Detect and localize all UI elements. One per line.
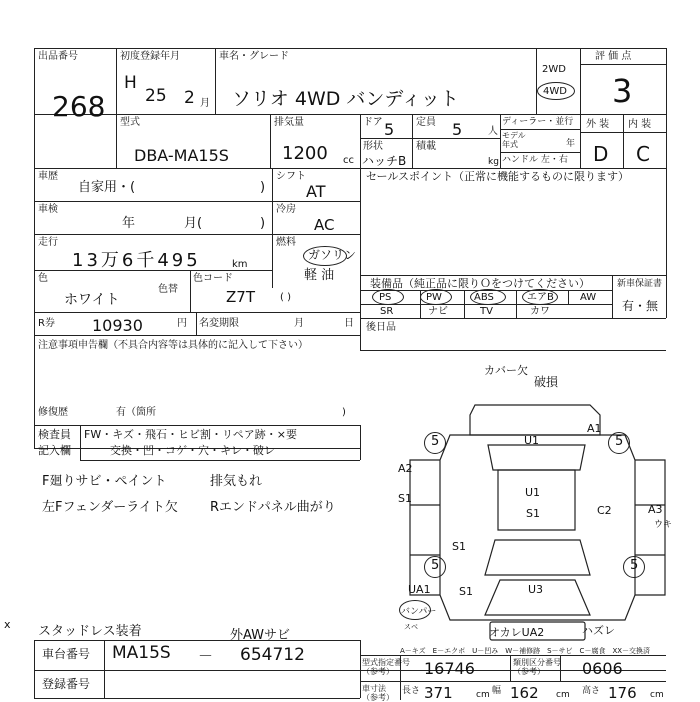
ac-value: AC bbox=[314, 216, 335, 234]
model-value: DBA-MA15S bbox=[134, 146, 229, 165]
grid-line bbox=[34, 48, 666, 49]
size-label: 車寸法 （参考） bbox=[362, 684, 394, 702]
grid-line bbox=[80, 460, 360, 461]
grid-line bbox=[34, 48, 35, 448]
bumper-note: バンパー bbox=[401, 607, 437, 617]
expiry-day: 日 bbox=[344, 318, 354, 329]
class-number: 0606 bbox=[582, 659, 623, 678]
cc-unit: cc bbox=[343, 155, 354, 166]
handle-label: ハンドル 左・右 bbox=[502, 155, 568, 165]
score-value: 3 bbox=[612, 72, 633, 110]
equip-leather: カワ bbox=[530, 306, 550, 317]
shift-value: AT bbox=[306, 182, 326, 201]
circle-mark bbox=[470, 289, 506, 305]
equip-sr: SR bbox=[380, 306, 394, 317]
yen-unit: 円 bbox=[177, 318, 187, 329]
reg-year: 25 bbox=[145, 86, 167, 106]
lot-label: 出品番号 bbox=[38, 51, 78, 62]
mark-a3: A3 bbox=[648, 503, 663, 516]
exterior-label: 外 装 bbox=[586, 119, 610, 130]
fuel-bracket: ( ) bbox=[280, 292, 291, 303]
inspection-year: 年 bbox=[122, 216, 136, 231]
history-close: ) bbox=[260, 180, 266, 195]
grid-line bbox=[360, 318, 666, 319]
diagram-note-top2: 破損 bbox=[534, 375, 559, 389]
weight-label: 積載 bbox=[416, 141, 436, 152]
cross-mark: x bbox=[4, 618, 11, 631]
grid-line bbox=[412, 114, 413, 168]
reg-number-label: 登録番号 bbox=[42, 677, 91, 691]
repair-close: ) bbox=[342, 407, 346, 418]
warranty-label: 新車保証書 bbox=[617, 279, 663, 289]
ac-label: 冷房 bbox=[276, 204, 296, 215]
mark-u3: U3 bbox=[528, 583, 544, 596]
model-label: 型式 bbox=[120, 117, 140, 128]
grid-line bbox=[360, 681, 666, 682]
grid-line bbox=[190, 270, 191, 312]
grid-line bbox=[464, 290, 465, 318]
car-name: ソリオ 4WD バンディット bbox=[232, 88, 459, 110]
height-label: 高さ bbox=[582, 686, 601, 696]
grid-line bbox=[568, 290, 569, 304]
exterior-value: D bbox=[593, 142, 609, 166]
fuel-gas: ガソリン bbox=[308, 248, 357, 262]
reg-month-unit: 月 bbox=[200, 98, 210, 109]
mark-s1b: S1 bbox=[526, 507, 540, 520]
grid-line bbox=[270, 114, 271, 168]
equip-airbag: エアB bbox=[527, 292, 554, 303]
rear-note-2: ハズレ bbox=[582, 624, 615, 637]
grid-line bbox=[500, 152, 580, 153]
grid-line bbox=[500, 129, 580, 130]
capacity-unit: 人 bbox=[488, 126, 498, 137]
name-label: 車名・グレード bbox=[219, 51, 289, 62]
history-value: 自家用・( bbox=[78, 180, 136, 195]
grid-line bbox=[510, 655, 511, 681]
grid-line bbox=[360, 138, 500, 139]
repaint-label: 色替 bbox=[158, 284, 178, 295]
displacement-label: 排気量 bbox=[274, 117, 304, 128]
interior-label: 内 装 bbox=[628, 119, 652, 130]
note-3: 左Fフェンダーライト欠 bbox=[42, 500, 178, 515]
grid-line bbox=[272, 201, 360, 202]
grid-line bbox=[272, 234, 360, 235]
drive-4wd: 4WD bbox=[543, 86, 567, 97]
lot-number: 268 bbox=[52, 90, 106, 123]
repair-value: 有（箇所 bbox=[116, 407, 156, 418]
grid-line bbox=[360, 425, 361, 460]
diagram-note-top1: カバー欠 bbox=[484, 364, 528, 377]
grid-line bbox=[34, 670, 666, 671]
warranty-value: 有・無 bbox=[622, 299, 659, 313]
type-number: 16746 bbox=[424, 659, 475, 678]
inspection-month: 月( bbox=[184, 216, 203, 231]
grid-line bbox=[34, 234, 272, 235]
note-2: 排気もれ bbox=[210, 474, 263, 489]
fuel-label: 燃料 bbox=[276, 237, 296, 248]
interior-value: C bbox=[636, 142, 650, 166]
grid-line bbox=[612, 275, 613, 318]
grid-line bbox=[34, 201, 272, 202]
mark-s1c: S1 bbox=[452, 540, 466, 553]
grid-line bbox=[536, 48, 537, 114]
grid-line bbox=[516, 290, 517, 318]
grid-line bbox=[34, 312, 360, 313]
height-cm: cm bbox=[650, 690, 664, 700]
height-value: 176 bbox=[608, 684, 637, 702]
reg-era: H bbox=[124, 73, 137, 93]
repair-label: 修復歴 bbox=[38, 407, 68, 418]
mark-a2: A2 bbox=[398, 462, 413, 475]
note-4: Rエンドパネル曲がり bbox=[210, 500, 336, 515]
rear-note-1: オカレUA2 bbox=[489, 626, 545, 639]
grid-line bbox=[360, 640, 361, 698]
grid-line bbox=[80, 425, 81, 460]
km-unit: km bbox=[232, 259, 248, 270]
mark-u1b: U1 bbox=[525, 486, 541, 499]
drive-2wd: 2WD bbox=[542, 64, 566, 75]
equip-abs: ABS bbox=[474, 292, 494, 303]
inspection-close: ) bbox=[260, 216, 266, 231]
bumper-sub: スベ bbox=[404, 623, 418, 631]
grid-line bbox=[666, 48, 667, 318]
class-number-label: 類別区分番号 （参考） bbox=[513, 658, 561, 676]
grid-line bbox=[196, 312, 197, 335]
displacement-value: 1200 bbox=[282, 143, 328, 164]
shift-label: シフト bbox=[276, 171, 306, 182]
reg-month: 2 bbox=[184, 88, 195, 108]
tire-score: 5 bbox=[630, 558, 639, 573]
width-value: 162 bbox=[510, 684, 539, 702]
circle-mark bbox=[372, 289, 404, 305]
grid-line bbox=[580, 48, 581, 168]
mark-c2: C2 bbox=[597, 504, 612, 517]
weight-unit: kg bbox=[488, 157, 499, 167]
expiry-month: 月 bbox=[294, 318, 304, 329]
chassis-prefix: MA15S bbox=[112, 643, 171, 663]
color-code-value: Z7T bbox=[226, 288, 255, 306]
chassis-number: 654712 bbox=[240, 645, 305, 665]
type-number-label: 型式指定番号 （参考） bbox=[362, 658, 410, 676]
grid-line bbox=[34, 698, 360, 699]
mark-a3-note: ウキ bbox=[654, 520, 673, 530]
grid-line bbox=[34, 425, 360, 426]
inspector-row1: FW・キズ・飛石・ヒビ割・リペア跡・×要 bbox=[84, 428, 297, 441]
length-label: 長さ bbox=[402, 686, 421, 696]
chassis-label: 車台番号 bbox=[42, 647, 91, 661]
length-value: 371 bbox=[424, 684, 453, 702]
tire-score: 5 bbox=[615, 434, 624, 449]
grid-line bbox=[34, 335, 360, 336]
grid-line bbox=[34, 640, 35, 698]
width-label: 幅 bbox=[492, 686, 502, 696]
color-label: 色 bbox=[38, 273, 48, 284]
score-label: 評 価 点 bbox=[595, 51, 632, 62]
width-cm: cm bbox=[556, 690, 570, 700]
mark-s1a: S1 bbox=[398, 492, 412, 505]
mileage-label: 走行 bbox=[38, 237, 58, 248]
history-label: 車歴 bbox=[38, 171, 58, 182]
equip-aw: AW bbox=[580, 292, 597, 303]
grid-line bbox=[34, 640, 360, 641]
length-cm: cm bbox=[476, 690, 490, 700]
dealer-label: ディーラー・並行 bbox=[502, 117, 574, 127]
grid-line bbox=[116, 48, 117, 168]
mark-s1d: S1 bbox=[459, 585, 473, 598]
fuel-diesel: 軽 油 bbox=[304, 268, 335, 283]
grid-line bbox=[623, 114, 624, 168]
color-code-label: 色コード bbox=[193, 273, 233, 284]
capacity-label: 定員 bbox=[416, 117, 436, 128]
grid-line bbox=[580, 64, 666, 65]
mileage-value: 13万6千495 bbox=[72, 250, 201, 271]
notes-label: 注意事項申告欄（不具合内容等は具体的に記入して下さい） bbox=[38, 340, 308, 351]
grid-line bbox=[272, 168, 273, 288]
tire-score: 5 bbox=[431, 558, 440, 573]
tire-score: 5 bbox=[431, 434, 440, 449]
inspector-row2: 交換・凹・コゲ・穴・キレ・破レ bbox=[110, 444, 275, 457]
grid-line bbox=[360, 275, 666, 276]
inspection-label: 車検 bbox=[38, 204, 58, 215]
sales-label: セールスポイント（正常に機能するものに限ります） bbox=[366, 170, 630, 183]
grid-line bbox=[360, 168, 361, 350]
equip-tv: TV bbox=[480, 306, 493, 317]
door-label: ドア bbox=[363, 117, 383, 128]
grid-line bbox=[360, 655, 666, 656]
chassis-dash: － bbox=[198, 647, 214, 665]
equipment-label: 装備品（純正品に限りＯをつけてください） bbox=[370, 277, 590, 290]
note-1: F廻りサビ・ペイント bbox=[42, 474, 167, 489]
grid-line bbox=[34, 114, 666, 115]
mark-a1: A1 bbox=[587, 422, 602, 435]
grid-line bbox=[34, 168, 666, 169]
mark-ua1: UA1 bbox=[408, 583, 431, 596]
shape-label: 形状 bbox=[363, 141, 383, 152]
grid-line bbox=[360, 114, 361, 168]
expiry-label: 名変期限 bbox=[199, 318, 239, 329]
equip-ps: PS bbox=[379, 292, 392, 303]
mark-u1a: U1 bbox=[524, 434, 540, 447]
equip-pw: PW bbox=[426, 292, 442, 303]
recycle-label: R券 bbox=[38, 318, 55, 329]
doors-value: 5 bbox=[384, 120, 395, 139]
circle-mark bbox=[420, 289, 452, 305]
note-6: 外AWサビ bbox=[230, 628, 291, 643]
equip-navi: ナビ bbox=[428, 306, 448, 317]
grid-line bbox=[360, 350, 666, 351]
color-value: ホワイト bbox=[64, 292, 120, 308]
inspector-label: 検査員 bbox=[38, 428, 71, 441]
recycle-value: 10930 bbox=[92, 316, 143, 335]
note-5: スタッドレス装着 bbox=[38, 624, 142, 639]
writer-label: 記入欄 bbox=[38, 444, 71, 457]
model-year-label: モデル年式 bbox=[502, 131, 526, 149]
rear-seat-label: 後日品 bbox=[366, 322, 396, 333]
circle-mark bbox=[522, 289, 558, 305]
capacity-value: 5 bbox=[452, 120, 463, 139]
grid-line bbox=[215, 48, 216, 114]
grid-line bbox=[104, 640, 105, 698]
grid-line bbox=[500, 114, 501, 168]
reg-label: 初度登録年月 bbox=[120, 51, 180, 62]
shape-value: ハッチB bbox=[362, 154, 407, 168]
year-unit: 年 bbox=[566, 139, 576, 149]
damage-legend: A－キズ E－エクボ U－凹み W－補修跡 S－サビ C－腐食 XX－交換済 bbox=[400, 647, 651, 655]
